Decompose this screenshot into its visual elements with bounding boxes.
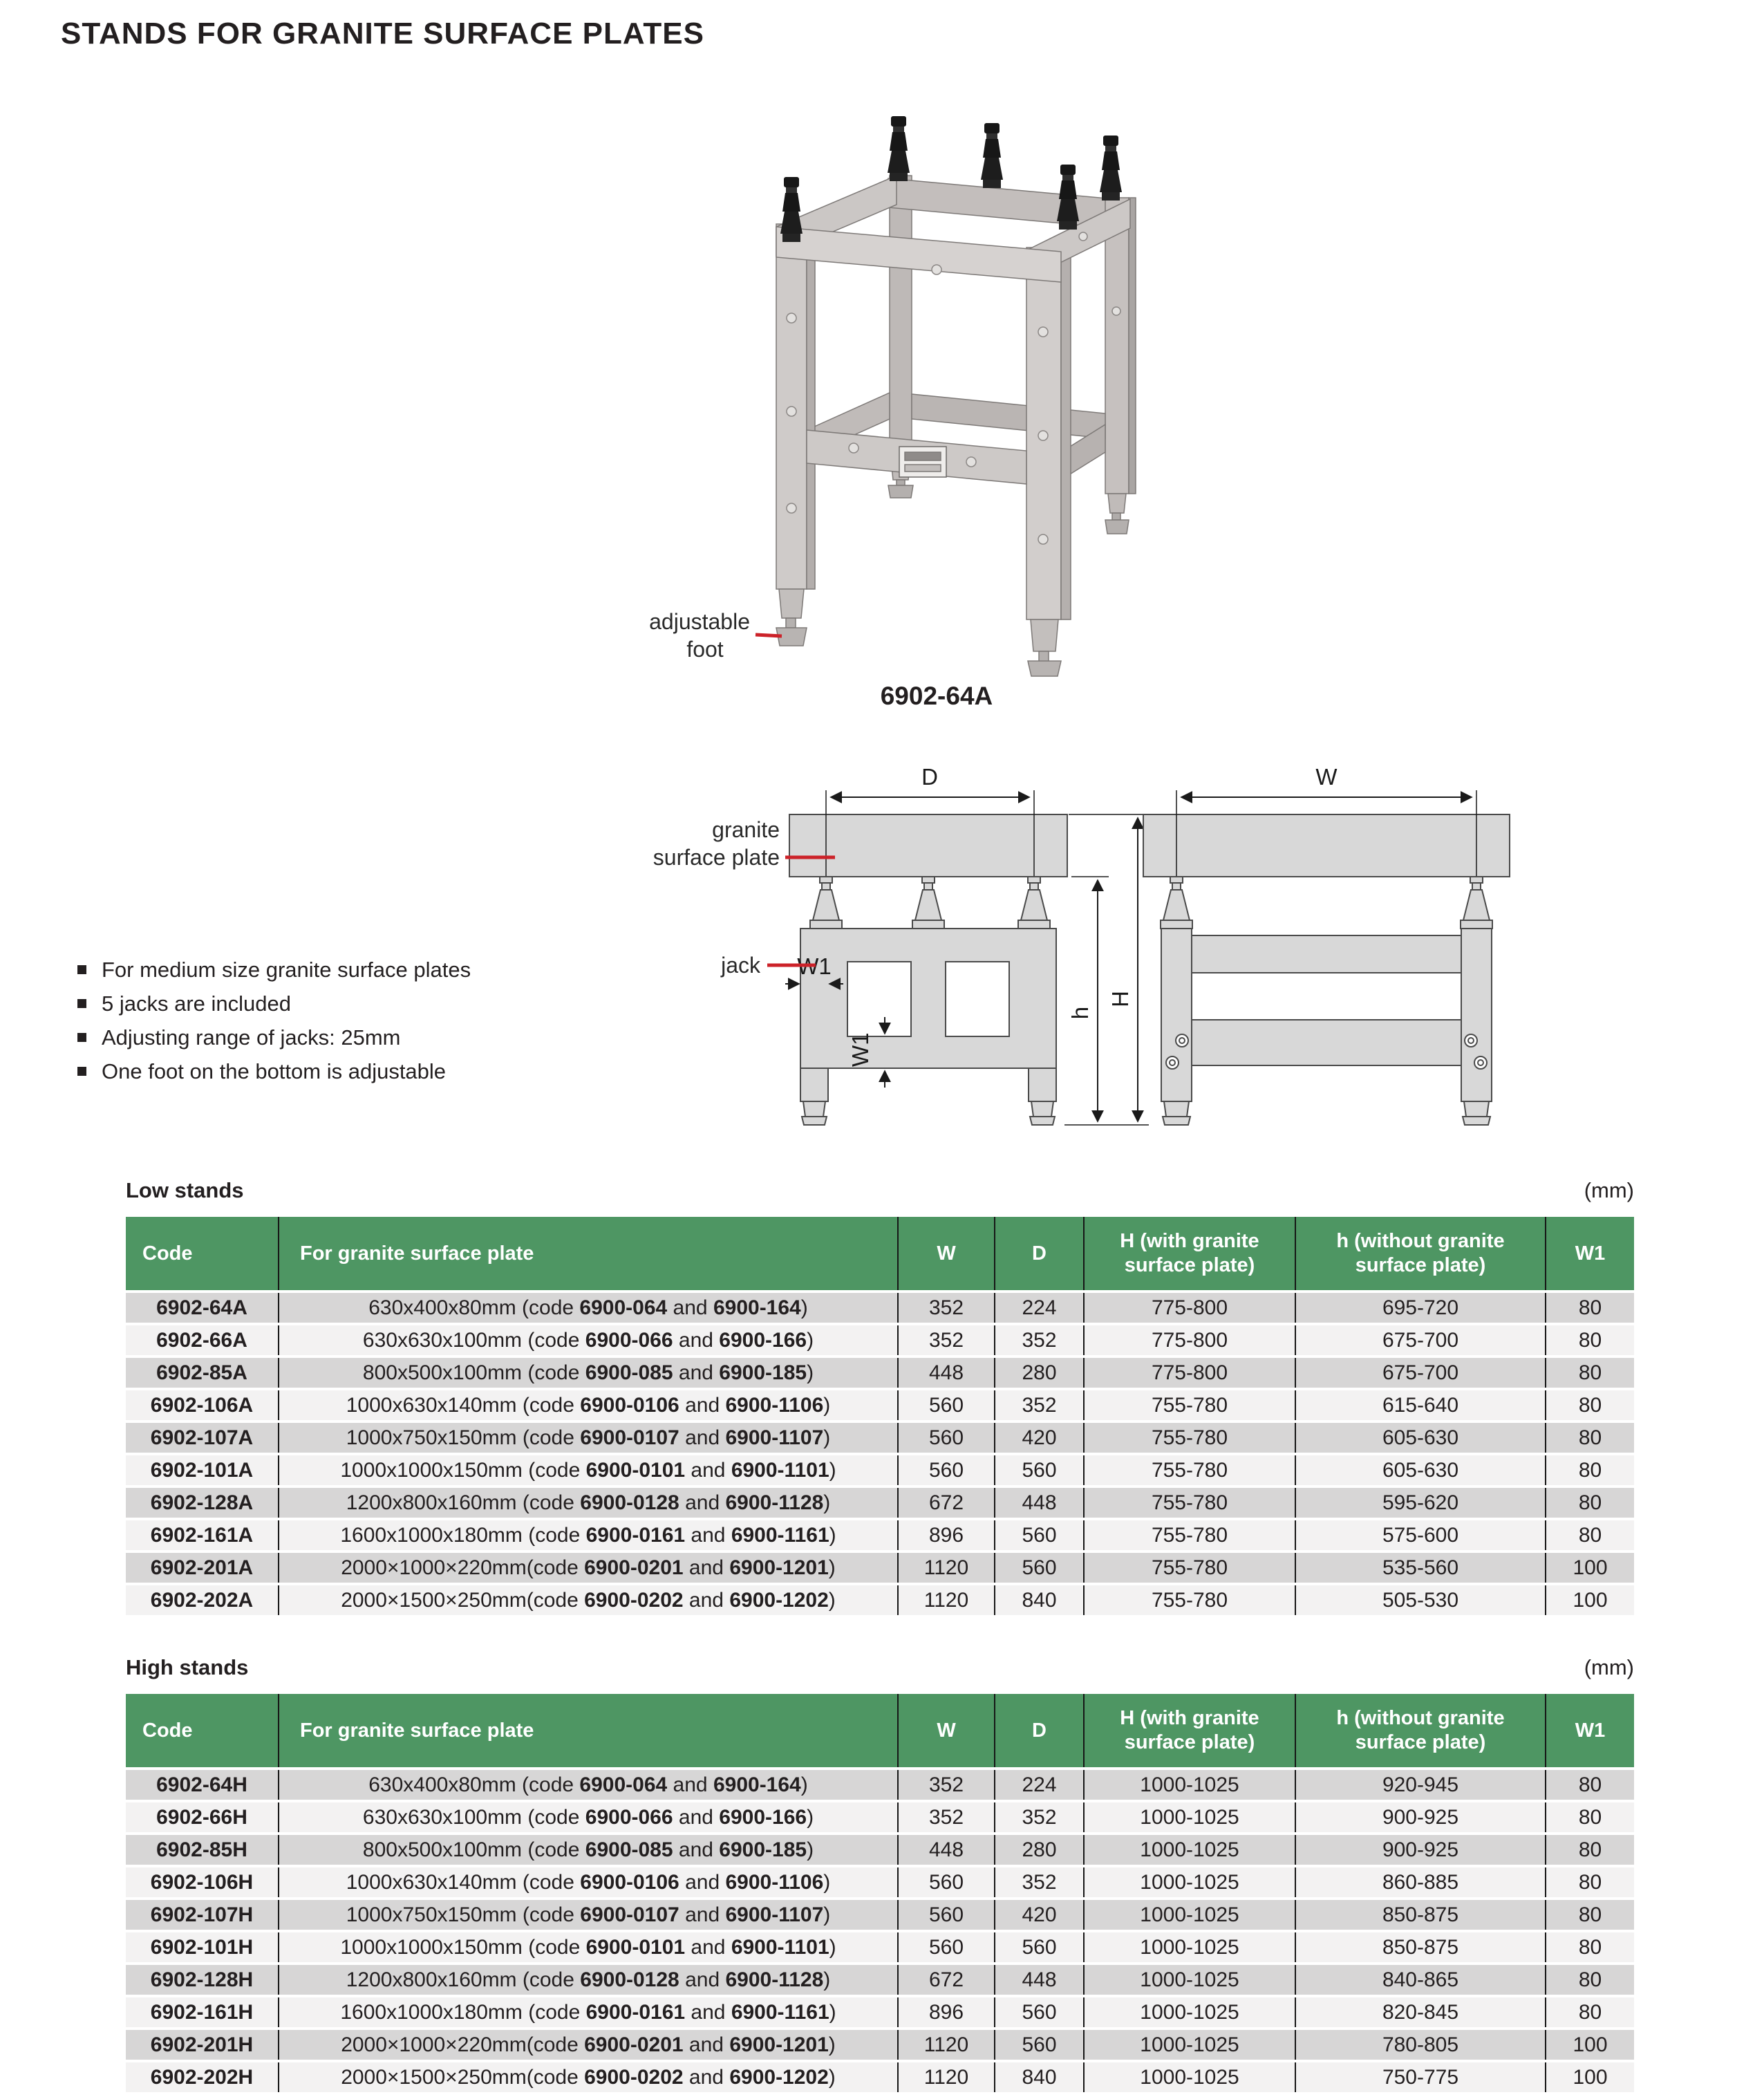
feature-item (77, 1059, 471, 1085)
cell-plate-description: 630x400x80mm (code 6900-064 and 6900-164) (279, 1769, 898, 1801)
table-row (126, 1996, 1634, 2029)
cell-code: 6902-107H (126, 1899, 279, 1931)
cell-value: 80 (1546, 1899, 1634, 1931)
cell-value: 560 (898, 1931, 995, 1964)
granite-plate-label-line1: granite (712, 817, 780, 842)
cell-value: 100 (1546, 1584, 1634, 1616)
table-row (126, 1357, 1634, 1389)
adjustable-foot-label-line1: adjustable (649, 609, 750, 634)
cell-value: 560 (995, 1551, 1084, 1584)
cell-value: 352 (898, 1292, 995, 1324)
cell-plate-description: 2000×1000×220mm(code 6900-0201 and 6900-1201) (279, 2029, 898, 2061)
cell-plate-description: 630x630x100mm (code 6900-066 and 6900-166) (279, 1324, 898, 1357)
unit-label: (mm) (1584, 1655, 1634, 1679)
table-row (126, 1834, 1634, 1866)
cell-value: 755-780 (1084, 1584, 1295, 1616)
cell-value: 100 (1546, 2061, 1634, 2094)
cell-value: 1120 (898, 2061, 995, 2094)
cell-value: 1000-1025 (1084, 1996, 1295, 2029)
cell-value: 560 (995, 1519, 1084, 1551)
cell-value: 560 (898, 1422, 995, 1454)
cell-value: 420 (995, 1899, 1084, 1931)
cell-value: 280 (995, 1357, 1084, 1389)
cell-plate-description: 1000x750x150mm (code 6900-0107 and 6900-1107) (279, 1422, 898, 1454)
cell-plate-description: 2000×1500×250mm(code 6900-0202 and 6900-1202) (279, 1584, 898, 1616)
dimension-h-small-label: h (1067, 1006, 1093, 1020)
cell-value: 755-780 (1084, 1454, 1295, 1486)
cell-value: 448 (898, 1357, 995, 1389)
cell-code: 6902-128H (126, 1964, 279, 1996)
cell-value: 448 (898, 1834, 995, 1866)
front-view-diagram (653, 764, 1149, 1125)
cell-value: 352 (995, 1866, 1084, 1899)
cell-plate-description: 1000x630x140mm (code 6900-0106 and 6900-1106) (279, 1866, 898, 1899)
cell-value: 352 (995, 1389, 1084, 1422)
feature-item (77, 991, 471, 1017)
table-row (126, 2061, 1634, 2094)
feature-text: One foot on the bottom is adjustable (102, 1059, 447, 1083)
product-caption: 6902-64A (880, 682, 993, 710)
cell-code: 6902-107A (126, 1422, 279, 1454)
cell-value: 755-780 (1084, 1389, 1295, 1422)
cell-value: 1000-1025 (1084, 2029, 1295, 2061)
column-header: H (with granite surface plate) (1084, 1694, 1295, 1769)
column-header: Code (126, 1217, 279, 1292)
jack-shapes (810, 877, 1050, 929)
cell-value: 352 (898, 1769, 995, 1801)
feature-text: For medium size granite surface plates (102, 958, 471, 982)
cell-value: 280 (995, 1834, 1084, 1866)
granite-plate-shape (789, 814, 1067, 877)
cell-value: 80 (1546, 1357, 1634, 1389)
cell-code: 6902-128A (126, 1486, 279, 1519)
cell-value: 80 (1546, 1801, 1634, 1834)
cell-value: 605-630 (1295, 1422, 1546, 1454)
cell-value: 352 (995, 1324, 1084, 1357)
cell-value: 80 (1546, 1422, 1634, 1454)
cell-code: 6902-66H (126, 1801, 279, 1834)
cell-value: 840 (995, 1584, 1084, 1616)
low-stands-section-head (126, 1178, 1634, 1203)
column-header: For granite surface plate (279, 1694, 898, 1769)
cell-value: 560 (898, 1389, 995, 1422)
cell-code: 6902-85H (126, 1834, 279, 1866)
cell-value: 80 (1546, 1931, 1634, 1964)
cell-value: 615-640 (1295, 1389, 1546, 1422)
cell-value: 80 (1546, 1519, 1634, 1551)
dimension-h-big-label: H (1107, 991, 1133, 1007)
cell-code: 6902-201H (126, 2029, 279, 2061)
cell-code: 6902-101H (126, 1931, 279, 1964)
granite-plate-label-line2: surface plate (653, 845, 780, 870)
cell-value: 1000-1025 (1084, 1899, 1295, 1931)
cell-value: 560 (898, 1454, 995, 1486)
table-row (126, 1486, 1634, 1519)
jack-shapes-side (1161, 877, 1492, 929)
dimension-w1-bar-label: W1 (847, 1032, 873, 1067)
feature-text: Adjusting range of jacks: 25mm (102, 1025, 401, 1050)
dimension-w-label: W (1315, 764, 1338, 790)
cell-value: 1120 (898, 2029, 995, 2061)
cell-value: 80 (1546, 1486, 1634, 1519)
stand-structure (776, 176, 1136, 676)
cell-value: 595-620 (1295, 1486, 1546, 1519)
unit-label: (mm) (1584, 1178, 1634, 1202)
cell-plate-description: 1600x1000x180mm (code 6900-0161 and 6900-1161) (279, 1996, 898, 2029)
cell-code: 6902-106A (126, 1389, 279, 1422)
cell-plate-description: 1000x630x140mm (code 6900-0106 and 6900-1106) (279, 1389, 898, 1422)
cell-value: 535-560 (1295, 1551, 1546, 1584)
cell-code: 6902-161H (126, 1996, 279, 2029)
cell-value: 1000-1025 (1084, 1801, 1295, 1834)
cell-value: 675-700 (1295, 1357, 1546, 1389)
cell-value: 80 (1546, 1454, 1634, 1486)
cell-value: 820-845 (1295, 1996, 1546, 2029)
table-row (126, 1866, 1634, 1899)
cell-value: 560 (898, 1866, 995, 1899)
product-photo-stand (646, 104, 1227, 678)
cell-value: 900-925 (1295, 1834, 1546, 1866)
feature-item (77, 1025, 471, 1051)
cell-value: 755-780 (1084, 1551, 1295, 1584)
feature-item (77, 957, 471, 983)
cell-value: 1000-1025 (1084, 1931, 1295, 1964)
cell-value: 560 (995, 1454, 1084, 1486)
cell-plate-description: 2000×1000×220mm(code 6900-0201 and 6900-1201) (279, 1551, 898, 1584)
cell-value: 860-885 (1295, 1866, 1546, 1899)
bullet-square-icon (77, 999, 86, 1008)
column-header: W1 (1546, 1217, 1634, 1292)
table-row (126, 2029, 1634, 2061)
cell-value: 672 (898, 1964, 995, 1996)
bullet-square-icon (77, 965, 86, 974)
cell-value: 448 (995, 1964, 1084, 1996)
cell-value: 755-780 (1084, 1486, 1295, 1519)
granite-plate-shape-side (1143, 814, 1510, 877)
section-label: High stands (126, 1655, 249, 1679)
cell-value: 560 (995, 1931, 1084, 1964)
cell-plate-description: 1200x800x160mm (code 6900-0128 and 6900-1128) (279, 1964, 898, 1996)
table-row (126, 1519, 1634, 1551)
cell-value: 420 (995, 1422, 1084, 1454)
cell-plate-description: 1000x750x150mm (code 6900-0107 and 6900-1107) (279, 1899, 898, 1931)
table-row (126, 1389, 1634, 1422)
cell-value: 780-805 (1295, 2029, 1546, 2061)
callout-line (756, 635, 782, 636)
cell-value: 605-630 (1295, 1454, 1546, 1486)
cell-value: 750-775 (1295, 2061, 1546, 2094)
dimension-d-label: D (921, 764, 938, 790)
table-row (126, 1584, 1634, 1616)
cell-value: 80 (1546, 1389, 1634, 1422)
cell-value: 900-925 (1295, 1801, 1546, 1834)
cell-plate-description: 630x630x100mm (code 6900-066 and 6900-166) (279, 1801, 898, 1834)
table-row (126, 1964, 1634, 1996)
bullet-square-icon (77, 1033, 86, 1042)
column-header: h (without granite surface plate) (1295, 1217, 1546, 1292)
cell-value: 80 (1546, 1964, 1634, 1996)
cell-code: 6902-201A (126, 1551, 279, 1584)
cell-value: 672 (898, 1486, 995, 1519)
cell-value: 80 (1546, 1834, 1634, 1866)
header-row (126, 1694, 1634, 1769)
cell-plate-description: 1200x800x160mm (code 6900-0128 and 6900-1128) (279, 1486, 898, 1519)
table-row (126, 1801, 1634, 1834)
dimension-diagrams (650, 743, 1617, 1141)
low-stands-table (126, 1217, 1634, 1618)
column-header: W (898, 1217, 995, 1292)
high-stands-section-head (126, 1655, 1634, 1680)
table-row (126, 1324, 1634, 1357)
cell-code: 6902-202H (126, 2061, 279, 2094)
cell-plate-description: 2000×1500×250mm(code 6900-0202 and 6900-1202) (279, 2061, 898, 2094)
cell-value: 1000-1025 (1084, 1834, 1295, 1866)
cell-value: 840-865 (1295, 1964, 1546, 1996)
cell-value: 1000-1025 (1084, 1964, 1295, 1996)
column-header: H (with granite surface plate) (1084, 1217, 1295, 1292)
cell-value: 695-720 (1295, 1292, 1546, 1324)
cell-value: 575-600 (1295, 1519, 1546, 1551)
cell-value: 675-700 (1295, 1324, 1546, 1357)
cell-value: 896 (898, 1519, 995, 1551)
cell-value: 352 (898, 1801, 995, 1834)
cell-plate-description: 1000x1000x150mm (code 6900-0101 and 6900-1101) (279, 1931, 898, 1964)
table-row (126, 1899, 1634, 1931)
cell-value: 560 (995, 2029, 1084, 2061)
column-header: D (995, 1217, 1084, 1292)
cell-value: 1120 (898, 1551, 995, 1584)
cell-value: 850-875 (1295, 1899, 1546, 1931)
cell-plate-description: 1600x1000x180mm (code 6900-0161 and 6900-1161) (279, 1519, 898, 1551)
cell-code: 6902-161A (126, 1519, 279, 1551)
table-row (126, 1551, 1634, 1584)
cell-value: 840 (995, 2061, 1084, 2094)
cell-value: 100 (1546, 1551, 1634, 1584)
cell-code: 6902-85A (126, 1357, 279, 1389)
cell-value: 80 (1546, 1324, 1634, 1357)
high-stands-table (126, 1694, 1634, 2095)
cell-value: 224 (995, 1292, 1084, 1324)
cell-value: 1000-1025 (1084, 1866, 1295, 1899)
cell-value: 755-780 (1084, 1519, 1295, 1551)
cell-plate-description: 630x400x80mm (code 6900-064 and 6900-164) (279, 1292, 898, 1324)
table-row (126, 1769, 1634, 1801)
cell-value: 775-800 (1084, 1324, 1295, 1357)
column-header: W (898, 1694, 995, 1769)
bullet-square-icon (77, 1067, 86, 1076)
cell-value: 100 (1546, 2029, 1634, 2061)
table-row (126, 1292, 1634, 1324)
header-row (126, 1217, 1634, 1292)
cell-value: 560 (995, 1996, 1084, 2029)
cell-value: 896 (898, 1996, 995, 2029)
cell-value: 80 (1546, 1866, 1634, 1899)
cell-value: 352 (898, 1324, 995, 1357)
cell-value: 448 (995, 1486, 1084, 1519)
table-row (126, 1454, 1634, 1486)
cell-value: 775-800 (1084, 1357, 1295, 1389)
cell-value: 80 (1546, 1292, 1634, 1324)
adjustable-foot-label-line2: foot (686, 637, 724, 662)
page-title: STANDS FOR GRANITE SURFACE PLATES (61, 17, 704, 50)
cell-value: 1000-1025 (1084, 2061, 1295, 2094)
cell-code: 6902-101A (126, 1454, 279, 1486)
cell-code: 6902-66A (126, 1324, 279, 1357)
column-header: For granite surface plate (279, 1217, 898, 1292)
cell-value: 755-780 (1084, 1422, 1295, 1454)
feature-list (77, 957, 471, 1092)
section-label: Low stands (126, 1178, 244, 1202)
dimension-w1-leg-label: W1 (797, 953, 832, 979)
cell-code: 6902-64A (126, 1292, 279, 1324)
cell-value: 224 (995, 1769, 1084, 1801)
cell-value: 352 (995, 1801, 1084, 1834)
cell-value: 80 (1546, 1996, 1634, 2029)
side-view-diagram (1143, 764, 1510, 1125)
cell-plate-description: 1000x1000x150mm (code 6900-0101 and 6900-1101) (279, 1454, 898, 1486)
cell-value: 80 (1546, 1769, 1634, 1801)
column-header: Code (126, 1694, 279, 1769)
cell-code: 6902-202A (126, 1584, 279, 1616)
cell-plate-description: 800x500x100mm (code 6900-085 and 6900-185) (279, 1834, 898, 1866)
cell-code: 6902-64H (126, 1769, 279, 1801)
table-row (126, 1931, 1634, 1964)
cell-plate-description: 800x500x100mm (code 6900-085 and 6900-185) (279, 1357, 898, 1389)
column-header: W1 (1546, 1694, 1634, 1769)
cell-value: 920-945 (1295, 1769, 1546, 1801)
cell-value: 1120 (898, 1584, 995, 1616)
cell-value: 505-530 (1295, 1584, 1546, 1616)
cell-value: 1000-1025 (1084, 1769, 1295, 1801)
cell-value: 560 (898, 1899, 995, 1931)
cell-code: 6902-106H (126, 1866, 279, 1899)
jack-label: jack (721, 953, 760, 978)
feature-text: 5 jacks are included (102, 991, 291, 1016)
cell-value: 775-800 (1084, 1292, 1295, 1324)
cell-value: 850-875 (1295, 1931, 1546, 1964)
column-header: D (995, 1694, 1084, 1769)
table-row (126, 1422, 1634, 1454)
column-header: h (without granite surface plate) (1295, 1694, 1546, 1769)
